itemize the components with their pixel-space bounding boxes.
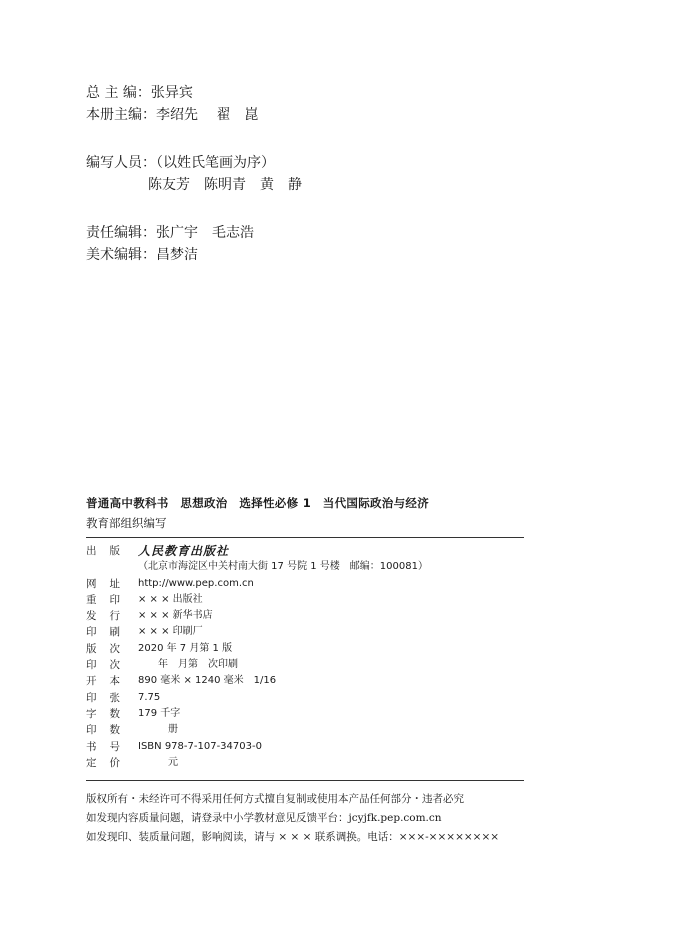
pub-row-distribution: 发 行 × × × 新华书店: [86, 610, 213, 623]
pub-row-wordcount: 字 数 179 千字: [86, 707, 181, 720]
notices: [86, 790, 499, 847]
responsible-editor: 责任编辑：张广宇 毛志浩: [86, 225, 254, 241]
pub-row-publisher: 出 版 人民教育出版社: [86, 544, 230, 558]
pub-row-edition: 版 次 2020 年 7 月第 1 版: [86, 642, 233, 655]
book-title: 普通高中教科书 思想政治 选择性必修 1 当代国际政治与经济: [86, 496, 430, 510]
book-compiler: 教育部组织编写: [86, 516, 167, 530]
pub-row-printer: 印 刷 × × × 印刷厂: [86, 626, 203, 639]
website-url: http://www.pep.com.cn: [138, 577, 254, 589]
art-editor: 美术编辑：昌梦洁: [86, 247, 198, 263]
pub-row-reprint: 重 印 × × × 出版社: [86, 593, 203, 606]
volume-editor: 本册主编：李绍先 翟 崑: [86, 107, 259, 123]
pub-row-isbn: 书 号 ISBN 978-7-107-34703-0: [86, 740, 262, 753]
pub-row-sheets: 印 张 7.75: [86, 691, 161, 704]
publisher-address: （北京市海淀区中关村南大街 17 号院 1 号楼 邮编：100081）: [138, 561, 428, 573]
writers-label: 编写人员：（以姓氏笔画为序）: [86, 155, 275, 171]
divider-bottom: [86, 780, 524, 781]
editorial-credits: [86, 82, 302, 266]
publisher-logo-text: 人民教育出版社: [138, 544, 230, 558]
pub-row-format: 开 本 890 毫米 × 1240 毫米 1/16: [86, 675, 277, 688]
pub-row-copies: 印 数 册: [86, 724, 178, 737]
pub-row-address: [86, 559, 428, 575]
pub-row-price: 定 价 元: [86, 756, 178, 769]
writers-names: 陈友芳 陈明青 黄 静: [148, 177, 302, 193]
chief-editor: 总 主 编：张异宾: [86, 85, 193, 101]
print-feedback-notice: 如发现印、装质量问题，影响阅读，请与 × × × 联系调换。电话：×××-××××××××: [86, 831, 500, 843]
divider-top: [86, 537, 524, 538]
content-feedback-notice: 如发现内容质量问题，请登录中小学教材意见反馈平台：jcyjfk.pep.com.cn: [86, 812, 442, 824]
publication-info: [86, 543, 428, 771]
copyright-notice: 版权所有・未经许可不得采用任何方式擅自复制或使用本产品任何部分・违者必究: [86, 793, 464, 805]
pub-row-website: 网 址 http://www.pep.com.cn: [86, 576, 428, 592]
pub-row-printing: 印 次 年 月第 次印刷: [86, 659, 238, 672]
book-info: [86, 493, 429, 533]
